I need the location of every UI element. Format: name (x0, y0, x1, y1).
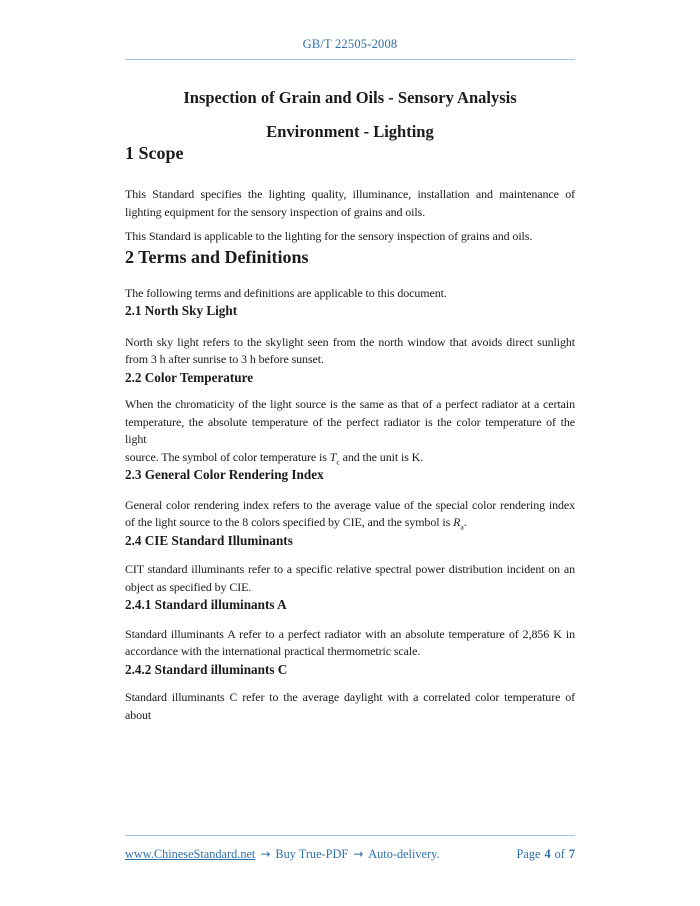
footer (125, 847, 575, 862)
footer-delivery-label: Auto-delivery. (368, 847, 440, 861)
of-label: of (554, 847, 565, 861)
paragraph-line (125, 514, 575, 532)
footer-buy-label: Buy True-PDF (275, 847, 349, 861)
symbol-color-temperature: T (329, 449, 337, 464)
paragraph-line: Standard illuminants A refer to a perfect radiator with an absolute temperature of 2,856 K in (125, 626, 575, 641)
paragraph-scope-2 (125, 228, 575, 246)
paragraph-line: North sky light refers to the skylight seen from the north window that avoids direct sunlight (125, 334, 575, 349)
document-title-line1: Inspection of Grain and Oils - Sensory Analysis (183, 88, 517, 107)
paragraph-2-4 (125, 561, 575, 596)
paragraph-2-1 (125, 334, 575, 369)
paragraph-line: Standard illuminants C refer to the average daylight with a correlated color temperature of about (125, 690, 575, 722)
footer-left (125, 847, 440, 862)
footer-rule (125, 835, 575, 836)
paragraph-2-2 (125, 396, 575, 466)
paragraph-line: The following terms and definitions are applicable to this document. (125, 285, 447, 300)
subsection-heading-2-4-1: 2.4.1 Standard illuminants A (125, 597, 287, 612)
symbol-rendering-index: R (453, 515, 461, 529)
paragraph-2-4-1 (125, 626, 575, 661)
symbol-subscript: c (336, 456, 340, 466)
footer-page-indicator (513, 847, 575, 862)
subsection-heading-2-3: 2.3 General Color Rendering Index (125, 467, 324, 482)
paragraph-2-4-2 (125, 689, 575, 724)
section-heading-scope: 1 Scope (125, 143, 184, 163)
paragraph-line: General color rendering index refers to the average value of the special color rendering index (125, 497, 575, 512)
subsection-heading-2-1: 2.1 North Sky Light (125, 303, 238, 318)
text-run: and the unit is K. (339, 449, 424, 464)
paragraph-line: This Standard is applicable to the lighting for the sensory inspection of grains and oils. (125, 229, 533, 243)
text-run: source. The symbol of color temperature is (125, 449, 330, 464)
document-body (125, 0, 575, 724)
section-heading-terms: 2 Terms and Definitions (125, 246, 309, 267)
subsection-heading-2-4: 2.4 CIE Standard Illuminants (125, 532, 293, 548)
paragraph-line: lighting equipment for the sensory inspection of grains and oils. (125, 204, 426, 219)
paragraph-terms-intro (125, 285, 575, 303)
paragraph-line: from 3 h after sunrise to 3 h before sunset. (125, 352, 324, 366)
paragraph-line: When the chromaticity of the light source is the same as that of a perfect radiator at a certain (125, 397, 575, 411)
subsection-heading-2-4-2: 2.4.2 Standard illuminants C (125, 661, 288, 677)
subsection-heading-2-2: 2.2 Color Temperature (125, 369, 254, 385)
paragraph-line: object as specified by CIE. (125, 579, 252, 594)
text-run: of the light source to the 8 colors specified by CIE, and the symbol is (125, 515, 454, 529)
footer-website-link[interactable]: www.ChineseStandard.net (125, 847, 256, 861)
paragraph-line (125, 449, 575, 467)
document-title-line2: Environment - Lighting (266, 122, 434, 141)
header-standard-code: GB/T 22505-2008 (302, 37, 398, 51)
paragraph-2-3 (125, 497, 575, 532)
page-current: 4 (544, 847, 551, 861)
page-label: Page (516, 847, 541, 861)
symbol-subscript: a (460, 522, 464, 532)
arrow-icon: → (353, 847, 364, 861)
paragraph-line: CIT standard illuminants refer to a specific relative spectral power distribution incident on an (125, 562, 575, 576)
paragraph-scope-1 (125, 186, 575, 221)
paragraph-line: accordance with the international practical thermometric scale. (125, 644, 421, 658)
page-total: 7 (568, 847, 575, 861)
text-run: . (463, 515, 467, 529)
arrow-icon: → (260, 847, 271, 861)
paragraph-line: temperature, the absolute temperature of the perfect radiator is the color temperature of the light (125, 414, 575, 446)
paragraph-line: This Standard specifies the lighting quality, illuminance, installation and maintenance of (125, 187, 575, 201)
